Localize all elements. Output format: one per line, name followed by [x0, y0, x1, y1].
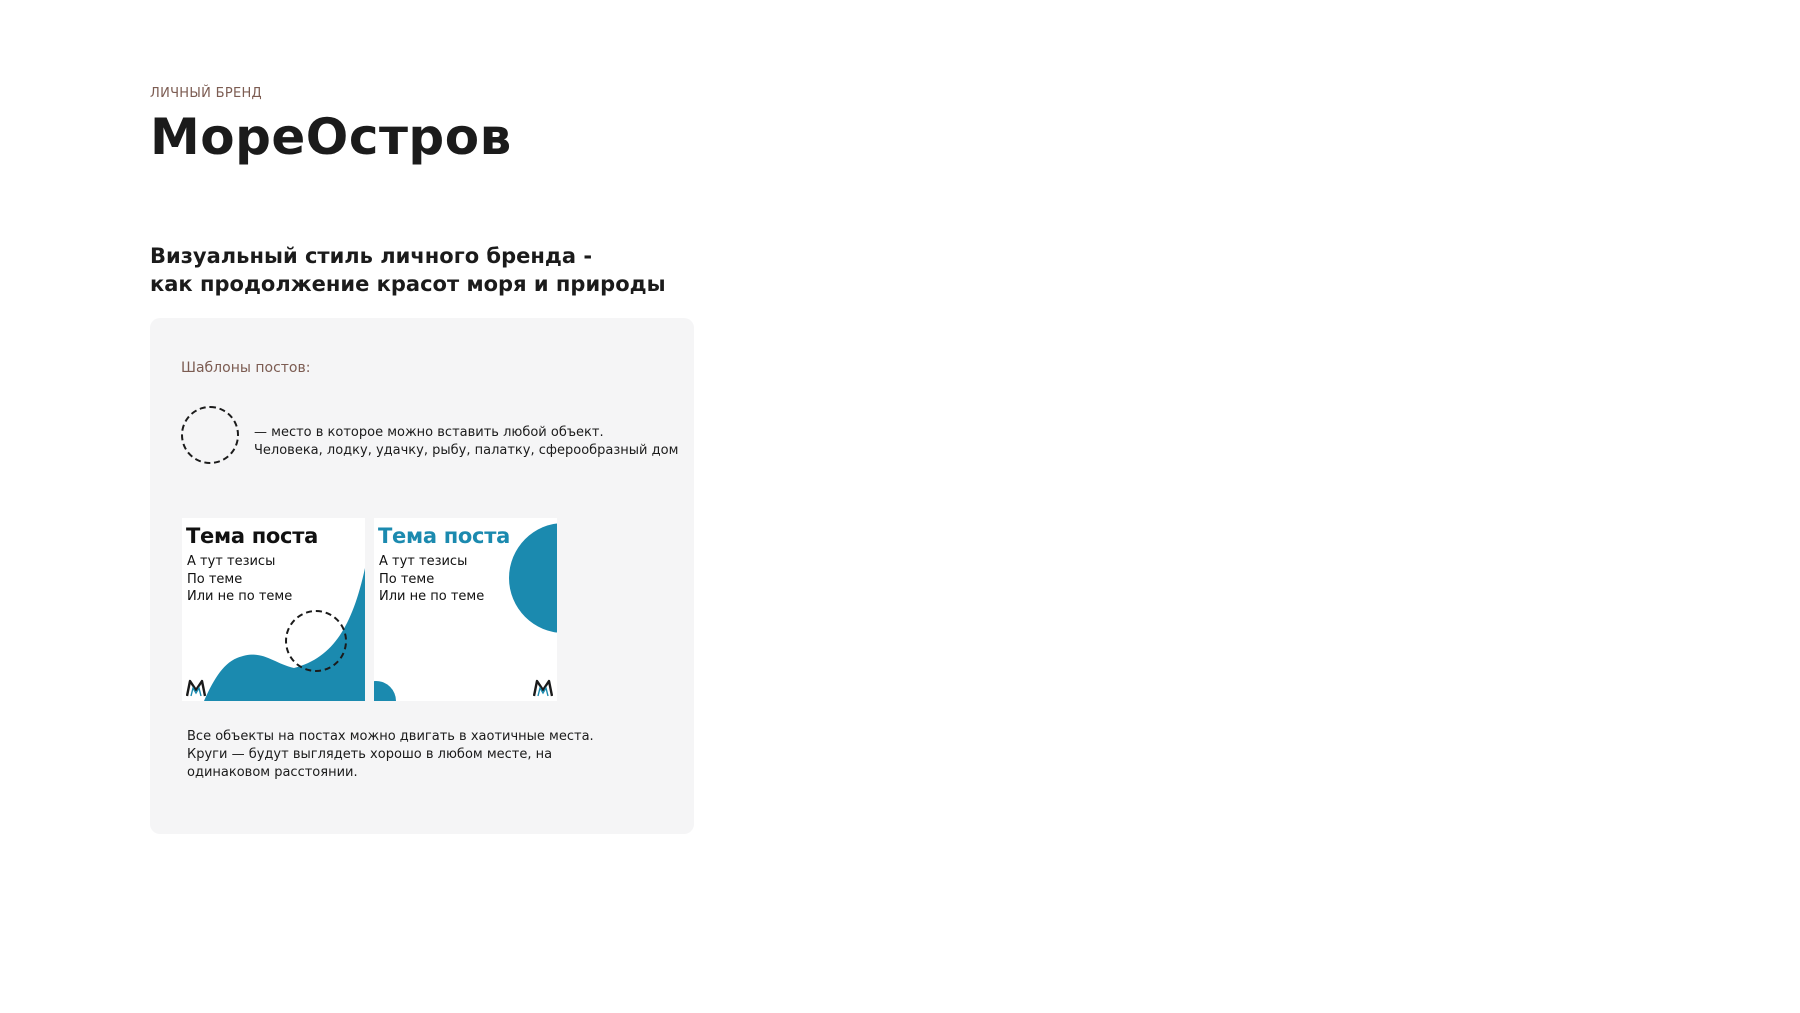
post-lines — [187, 553, 292, 606]
templates-label: Шаблоны постов: — [181, 360, 311, 376]
placeholder-description — [254, 424, 678, 460]
post-line: Или не по теме — [187, 589, 293, 604]
post-title: Тема поста — [186, 524, 318, 548]
eyebrow-label: ЛИЧНЫЙ БРЕНД — [150, 86, 263, 101]
post-template-1 — [182, 518, 365, 701]
templates-card — [150, 318, 694, 834]
post-line: По теме — [379, 571, 435, 587]
post-title: Тема поста — [378, 524, 510, 548]
post-placeholder-circle-icon — [285, 610, 347, 672]
intro-text — [150, 242, 666, 298]
page-title: МореОстров — [150, 108, 512, 166]
intro-line-2: как продолжение красот моря и природы — [150, 272, 666, 296]
brand-m-logo-icon — [533, 679, 553, 697]
brand-m-logo-icon — [186, 679, 206, 697]
post-line: Или не по теме — [379, 589, 485, 604]
post-lines — [379, 553, 484, 606]
note-line-1: Все объекты на постах можно двигать в хаотичные места. — [187, 729, 594, 744]
placeholder-line-2: Человека, лодку, удачку, рыбу, палатку, сферообразный дом — [254, 443, 679, 458]
post-line: По теме — [187, 571, 243, 587]
note-text — [187, 728, 594, 782]
note-line-2: Круги — будут выглядеть хорошо в любом месте, на — [187, 747, 553, 762]
post-line: А тут тезисы — [379, 554, 468, 569]
placeholder-circle-icon — [181, 406, 239, 464]
note-line-3: одинаковом расстоянии. — [187, 765, 358, 780]
placeholder-line-1: — место в которое можно вставить любой объект. — [254, 425, 604, 440]
post-template-2 — [374, 518, 557, 701]
post-line: А тут тезисы — [187, 554, 276, 569]
intro-line-1: Визуальный стиль личного бренда - — [150, 244, 593, 268]
